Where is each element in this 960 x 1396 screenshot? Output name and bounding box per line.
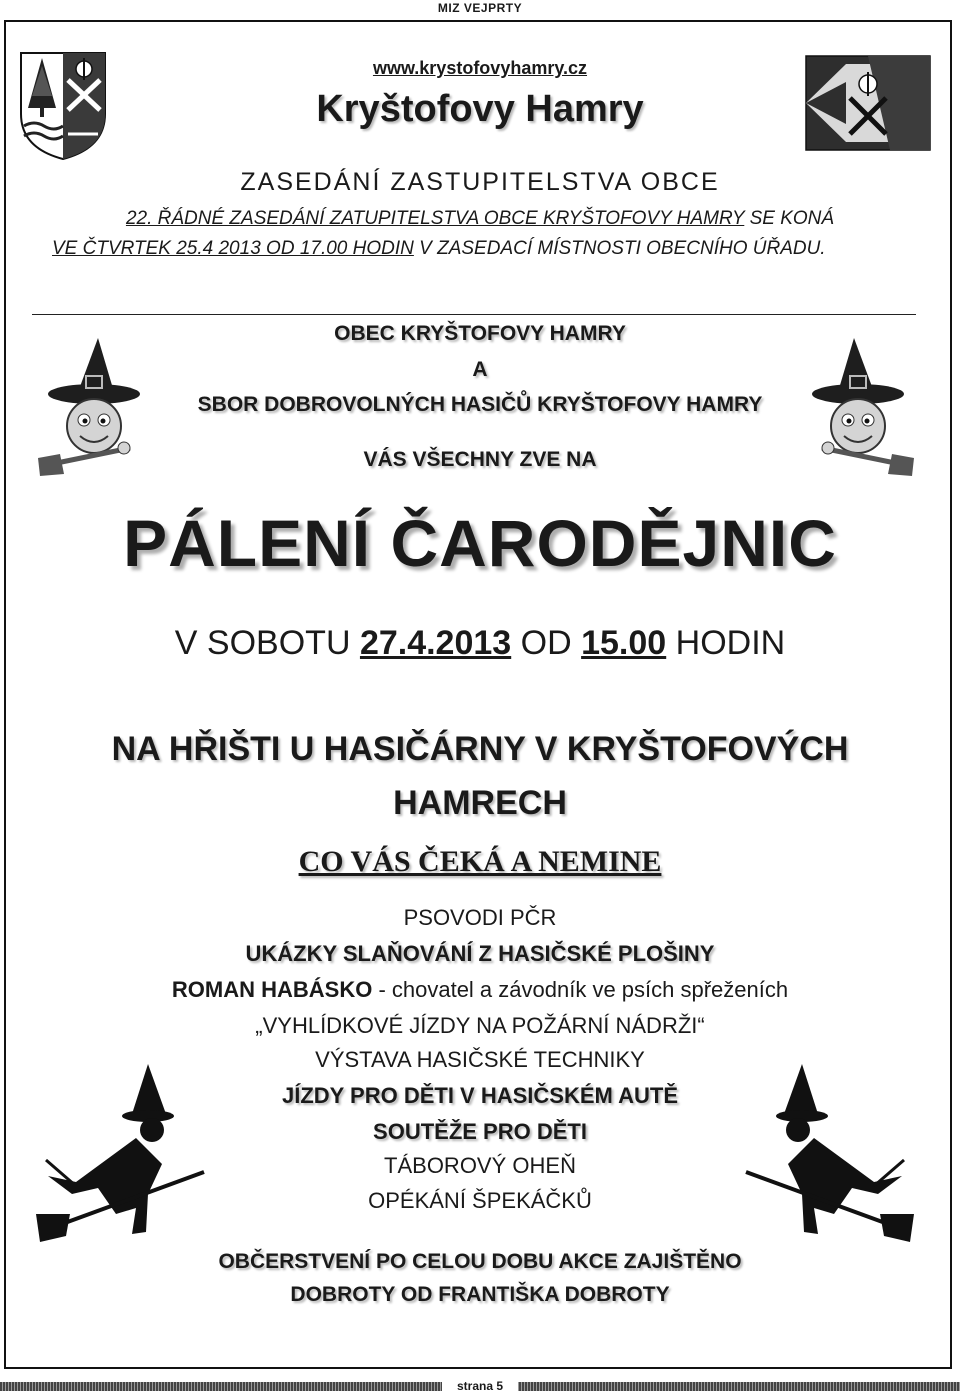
when-prefix: V SOBOTU	[174, 624, 360, 662]
town-name: Kryštofovy Hamry	[316, 88, 644, 130]
program-item: VÝSTAVA HASIČSKÉ TECHNIKY	[315, 1047, 645, 1072]
section-divider	[32, 314, 916, 315]
meeting-line-2	[52, 238, 908, 260]
program-item: PSOVODI PČR	[403, 905, 557, 930]
program-item: TÁBOROVÝ OHEŇ	[384, 1153, 576, 1178]
awaits-heading: CO VÁS ČEKÁ A NEMINE	[298, 845, 662, 878]
witch-on-broom-icon	[36, 1064, 208, 1244]
program-item: JÍZDY PRO DĚTI V HASIČSKÉM AUTĚ	[281, 1083, 679, 1108]
when-mid: OD	[511, 624, 582, 662]
meeting-line-1-underlined: 22. ŘÁDNÉ ZASEDÁNÍ ZATUPITELSTVA OBCE KRYŠTOFOVY HAMRY	[125, 208, 745, 229]
page-number: strana 5	[442, 1376, 518, 1396]
organizer-and: A	[472, 358, 488, 381]
program-item-rest: - chovatel a závodník ve psích spřeženích	[372, 977, 789, 1002]
program-item-name: ROMAN HABÁSKO	[171, 977, 373, 1002]
when-suffix: HODIN	[666, 624, 786, 662]
invites-text: VÁS VŠECHNY ZVE NA	[363, 448, 597, 471]
footer-line-2: DOBROTY OD FRANTIŠKA DOBROTY	[290, 1283, 670, 1306]
event-when	[0, 624, 960, 663]
event-place-line-2: HAMRECH	[393, 784, 567, 822]
program-item	[0, 977, 960, 1003]
footer-line-1: OBČERSTVENÍ PO CELOU DOBU AKCE ZAJIŠTĚNO	[218, 1250, 742, 1273]
website-link[interactable]: www.krystofovyhamry.cz	[372, 58, 588, 78]
program-item: SOUTĚŽE PRO DĚTI	[373, 1119, 587, 1144]
organizer-1: OBEC KRYŠTOFOVY HAMRY	[334, 322, 626, 345]
meeting-line-2-underlined: VE ČTVRTEK 25.4 2013 OD 17.00 HODIN	[52, 238, 414, 259]
meeting-line-1	[0, 208, 960, 230]
meeting-line-1-rest: SE KONÁ	[744, 208, 835, 229]
running-head: MIZ VEJPRTY	[437, 1, 523, 15]
program-item: „VYHLÍDKOVÉ JÍZDY NA POŽÁRNÍ NÁDRŽI“	[255, 1013, 705, 1038]
event-time: 15.00	[581, 624, 667, 662]
organizer-2: SBOR DOBROVOLNÝCH HASIČŮ KRYŠTOFOVY HAMRY	[197, 393, 763, 416]
program-item: UKÁZKY SLAŇOVÁNÍ Z HASIČSKÉ PLOŠINY	[245, 941, 715, 966]
event-title: PÁLENÍ ČARODĚJNIC	[123, 506, 837, 580]
event-place-line-1: NA HŘIŠTI U HASIČÁRNY V KRYŠTOFOVÝCH	[111, 730, 849, 768]
program-item: OPÉKÁNÍ ŠPEKÁČKŮ	[368, 1188, 592, 1213]
witch-on-broom-icon	[742, 1064, 914, 1244]
meeting-heading: ZASEDÁNÍ ZASTUPITELSTVA OBCE	[240, 168, 720, 196]
meeting-line-2-rest: V ZASEDACÍ MÍSTNOSTI OBECNÍHO ÚŘADU.	[413, 238, 826, 259]
event-date: 27.4.2013	[359, 624, 512, 662]
